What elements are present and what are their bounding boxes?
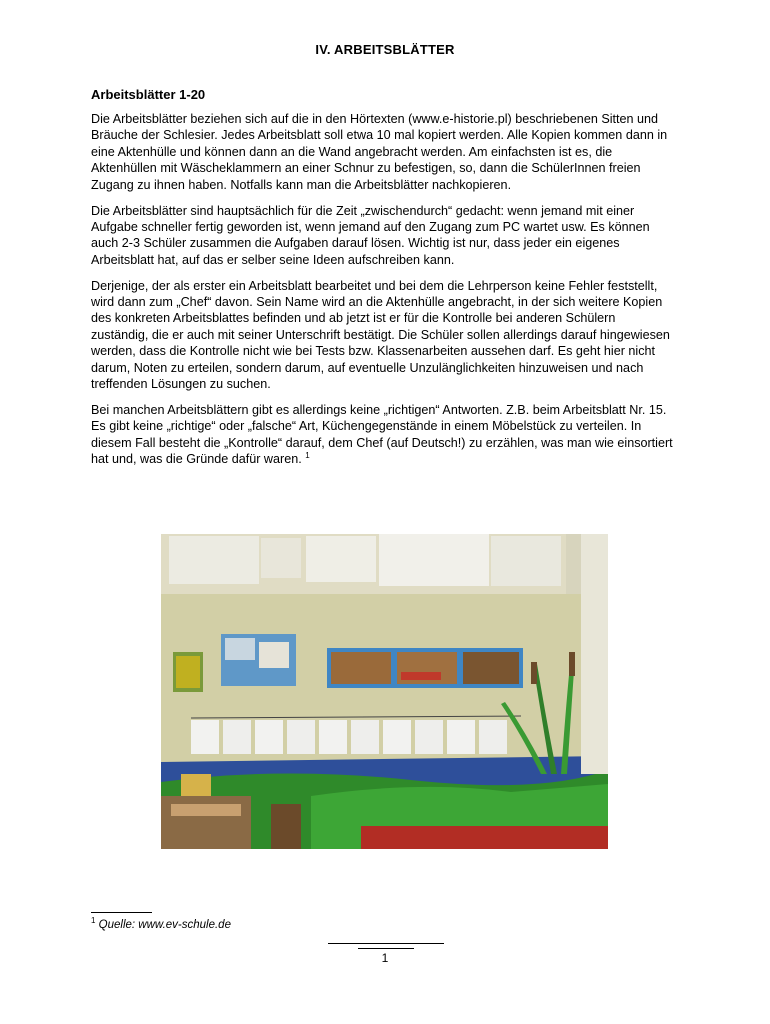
footnote-text: Quelle: www.ev-schule.de	[98, 919, 231, 931]
section-heading: Arbeitsblätter 1-20	[91, 87, 206, 102]
footnote-number: 1	[91, 916, 96, 926]
page-title: IV. ARBEITSBLÄTTER	[315, 42, 455, 57]
footnote	[91, 916, 231, 931]
paragraph-4-text: Bei manchen Arbeitsblättern gibt es allerdings keine „richtigen“ Antworten. Z.B. beim Arbeitsblatt Nr. 15. Es gibt keine „richtige“ oder „falsche“ Art, Küchengegenstände in einem Möbelstück zu verteilen. In diesem Fall besteht die „Kontrolle“ darauf, dem Chef (auf Deutsch!) zu erzählen, was man wie einsortiert hat und, was die Gründe dafür waren.	[91, 403, 673, 467]
paragraph-1: Die Arbeitsblätter beziehen sich auf die in den Hörtexten (www.e-historie.pl) beschriebenen Sitten und Bräuche der Schlesier. Jedes Arbeitsblatt soll etwa 10 mal kopiert werden. Alle Kopien kommen dann in eine Aktenhülle und können dann an die Wand angebracht werden. Am einfachsten ist es, die Aktenhüllen mit Wäscheklammern an einer Schnur zu befestigen, so, dann die SchülerInnen freien Zugang zu ihnen haben. Notfalls kann man die Arbeitsblätter nachkopieren.	[91, 112, 668, 192]
classroom-photo	[161, 534, 608, 849]
footnote-separator	[91, 912, 152, 913]
footnote-reference: 1	[305, 451, 310, 461]
body-text	[91, 111, 676, 477]
page-number: 1	[381, 951, 389, 965]
paragraph-2: Die Arbeitsblätter sind hauptsächlich für die Zeit „zwischendurch“ gedacht: wenn jemand mit einer Aufgabe schneller fertig geworden ist, wenn jemand auf den Zugang zum PC wartet usw. Es können auch 2-3 Schüler zusammen die Aufgaben darauf lösen. Wichtig ist nur, dass jeder ein eigenes Arbeitsblatt hat, auf das er selber seine Ideen aufschreiben kann.	[91, 203, 650, 267]
page-number-rule-short	[358, 948, 414, 949]
paragraph-3: Derjenige, der als erster ein Arbeitsblatt bearbeitet und bei dem die Lehrperson keine Fehler feststellt, wird dann zum „Chef“ davon. Sein Name wird an die Aktenhülle angebracht, in der sich weitere Kopien des konkreten Arbeitsblattes befinden und ab jetzt ist er für die Kontrolle bei anderen Schülern zuständig, die er auch mit seiner Unterschrift bestätigt. Die Schüler sollen allerdings darauf hingewiesen werden, dass die Kontrolle nicht wie bei Tests bzw. Klassenarbeiten aussehen darf. Es geht hier nicht darum, Noten zu erteilen, sondern darum, auf eventuelle Unzulänglichkeiten hinzuweisen und nach treffenden Lösungen zu suchen.	[91, 278, 670, 392]
paragraph-4	[91, 402, 676, 468]
page-number-rule	[328, 943, 444, 944]
